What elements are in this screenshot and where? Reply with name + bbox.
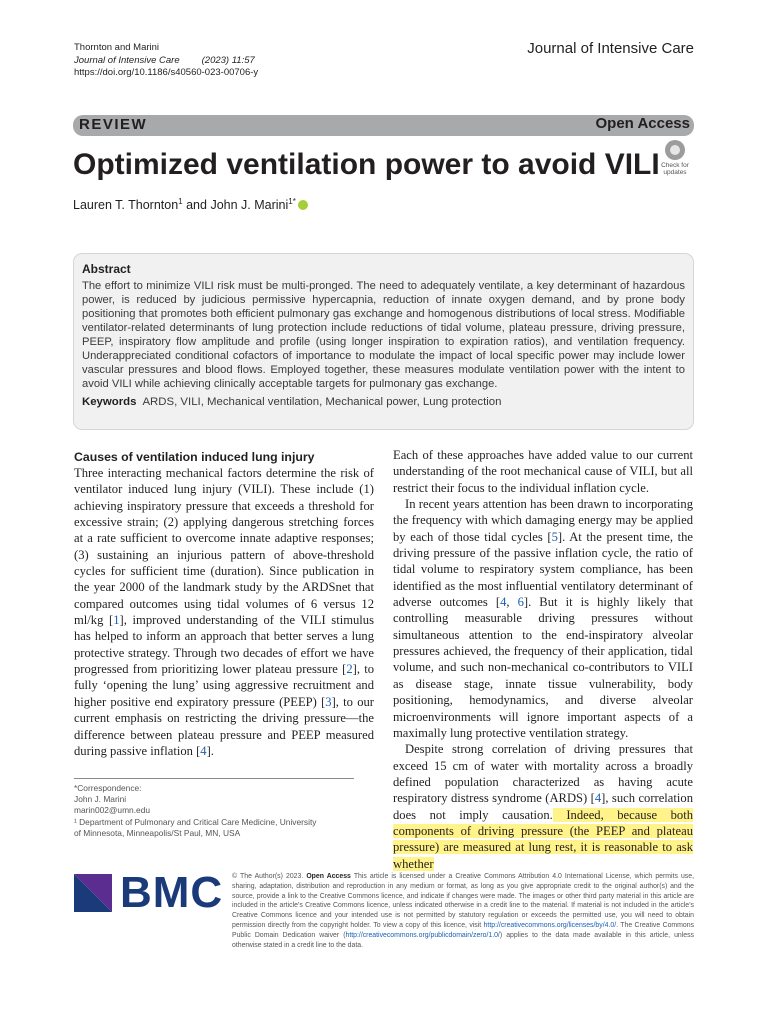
- journal-name: Journal of Intensive Care: [527, 40, 694, 57]
- license-link[interactable]: http://creativecommons.org/licenses/by/4.0/: [483, 921, 617, 929]
- bmc-logo-text: BMC: [120, 868, 224, 917]
- check-for-updates-badge[interactable]: [655, 140, 695, 182]
- citation-link[interactable]: 5: [551, 529, 558, 544]
- body-paragraph: Each of these approaches have added value to our current understanding of the root mechanical cause of VILI, but all restrict their focus to the individual inflation cycle.: [393, 448, 693, 495]
- citation-link[interactable]: 6: [517, 595, 524, 610]
- footnote-divider: [74, 778, 354, 779]
- open-access-label: Open Access: [595, 115, 690, 132]
- citation-link[interactable]: 1: [113, 613, 120, 628]
- header-authors: Thornton and Marini: [74, 42, 160, 53]
- body-paragraph: Despite strong correlation of driving pressures that exceed 15 cm of water with mortality across a broadly defined population characterized as having acute respiratory distress syndrome (ARDS) [4], such correlation does not imply causation. Indeed, because both components of driving pressure (the PEEP and plateau pressure) are measured at lung rest, it is reasonable to ask whether: [393, 742, 693, 871]
- license-notice: © The Author(s) 2023. Open Access This article is licensed under a Creative Commons Attribution 4.0 International License, which permits use, sharing, adaptation, distribution and reproduction in any medium or format, as long as you give appropriate credit to the original author(s) and the source, provide a link to the Creative Commons licence, and indicate if changes were made. The images or other third party material in this article are included in the article’s Creative Commons licence, unless indicated otherwise in a credit line to the material. If material is not included in the article’s Creative Commons licence and your intended use is not permitted by statutory regulation or exceeds the permitted use, you will need to obtain permission directly from the copyright holder. To view a copy of this licence, visit http://creativecommons.org/licenses/by/4.0/. The Creative Commons Public Domain Dedication waiver (http://creativecommons.org/publicdomain/zero/1.0/) applies to the data made available in this article, unless otherwise stated in a credit line to the data.: [232, 873, 695, 949]
- bmc-logo-mark-icon: [74, 874, 112, 912]
- orcid-icon[interactable]: [298, 200, 308, 210]
- header-doi-link[interactable]: https://doi.org/10.1186/s40560-023-00706-y: [74, 67, 259, 78]
- highlighted-text[interactable]: Indeed, because both components of driving pressure (the PEEP and plateau pressure) are measured at lung rest, it is reasonable to ask whether: [393, 807, 693, 871]
- header-year-volume: (2023) 11:57: [201, 54, 255, 66]
- citation-link[interactable]: 4: [594, 791, 602, 806]
- article-type-label: REVIEW: [79, 116, 148, 133]
- author-name[interactable]: John J. Marini: [210, 198, 289, 213]
- citation-link[interactable]: 4: [200, 743, 207, 758]
- check-updates-icon: [665, 140, 685, 160]
- body-paragraph: Three interacting mechanical factors determine the risk of ventilator induced lung injury (VILI). These include (1) achieving inspiratory pressure that exceeds a threshold for excessive strain; (2) applying dangerous stretching forces at a rate sufficient to overcome innate adaptive responses; (3) sustaining an injurious pattern of above-threshold cycles for sufficient time (duration). Since publication in the year 2000 of the landmark study by the ARDSnet that compared outcomes using tidal volumes of 6 versus 12 ml/kg [1], improved understanding of the VILI stimulus has helped to inform an approach that better serves a lung protective strategy. Through two decades of effort we have progressed from prioritizing lower plateau pressure [2], to fully ‘opening the lung’ using aggressive recruitment and higher positive end expiratory pressure (PEEP) [3], to our current emphasis on restricting the driving pressure—the difference between plateau pressure and PEEP measured during passive inflation [4].: [74, 466, 375, 758]
- author-name[interactable]: Lauren T. Thornton: [73, 198, 179, 213]
- left-column: [74, 449, 374, 759]
- article-type-banner: [73, 115, 694, 136]
- citation-link[interactable]: 2: [346, 662, 353, 677]
- keywords: Keywords ARDS, VILI, Mechanical ventilation, Mechanical power, Lung protection: [82, 396, 502, 408]
- author-list: Lauren T. Thornton$^1$ and John J. Marini$^{1*}$: [73, 197, 308, 212]
- abstract-text: The effort to minimize VILI risk must be multi-pronged. The need to adequately ventilate, a key determinant of hazardous power, is reduced by judicious permissive hypercapnia, reduction of innate oxygen demand, and by prone body positioning that promotes both efficient pulmonary gas exchange and homogenous distributions of local stress. Modifiable ventilator-related determinants of lung protection include reductions of tidal volume, plateau pressure, driving pressure, PEEP, inspiratory flow amplitude and profile (using longer inspiration to expiration ratios), and ventilation frequency. Underappreciated conditional cofactors of importance to modulate the impact of local specific power may include lower vascular pressures and blood flows. Employed together, these measures modulate ventilation power with the intent to avoid VILI while achieving clinically acceptable targets for pulmonary gas exchange.: [82, 280, 685, 390]
- body-paragraph: In recent years attention has been drawn to incorporating the frequency with which damaging energy may be applied by each of those tidal cycles [5]. At the present time, the driving pressure of the passive inflation cycle, the ratio of tidal volume to respiratory system compliance, has been identified as the most influential ventilatory determinant of adverse outcomes [4, 6]. But it is highly likely that controlling measurable driving pressures without simultaneous attention to the end-inspiratory alveolar pressures achieved, the frequency of their application, tidal volume, and such non-mechanical co-contributors to VILI as disease stage, innate tissue vulnerability, body positioning, hemodynamics, and diverse alveolar microenvironments will ignore important aspects of a maximally lung protective ventilation strategy.: [393, 497, 694, 740]
- article-title: Optimized ventilation power to avoid VILI: [73, 148, 660, 181]
- citation-link[interactable]: 3: [325, 694, 332, 709]
- check-updates-text: Check for updates: [661, 162, 689, 176]
- right-column: [393, 447, 693, 872]
- section-heading: Causes of ventilation induced lung injury: [74, 450, 315, 464]
- header-journal: Journal of Intensive Care: [74, 54, 180, 66]
- correspondence-email[interactable]: marin002@umn.edu: [74, 805, 151, 816]
- running-header: [74, 42, 258, 80]
- abstract-box: [73, 253, 694, 430]
- correspondence-footnote: *Correspondence: John J. Marini marin002@umn.edu ¹ Department of Pulmonary and Critical Care Medicine, University of Minnesota, Minneapolis/St Paul, MN, USA: [74, 783, 317, 838]
- citation-link[interactable]: 4: [500, 595, 507, 610]
- public-domain-link[interactable]: http://creativecommons.org/publicdomain/zero/1.0/: [345, 931, 500, 939]
- abstract-heading: Abstract: [82, 262, 131, 276]
